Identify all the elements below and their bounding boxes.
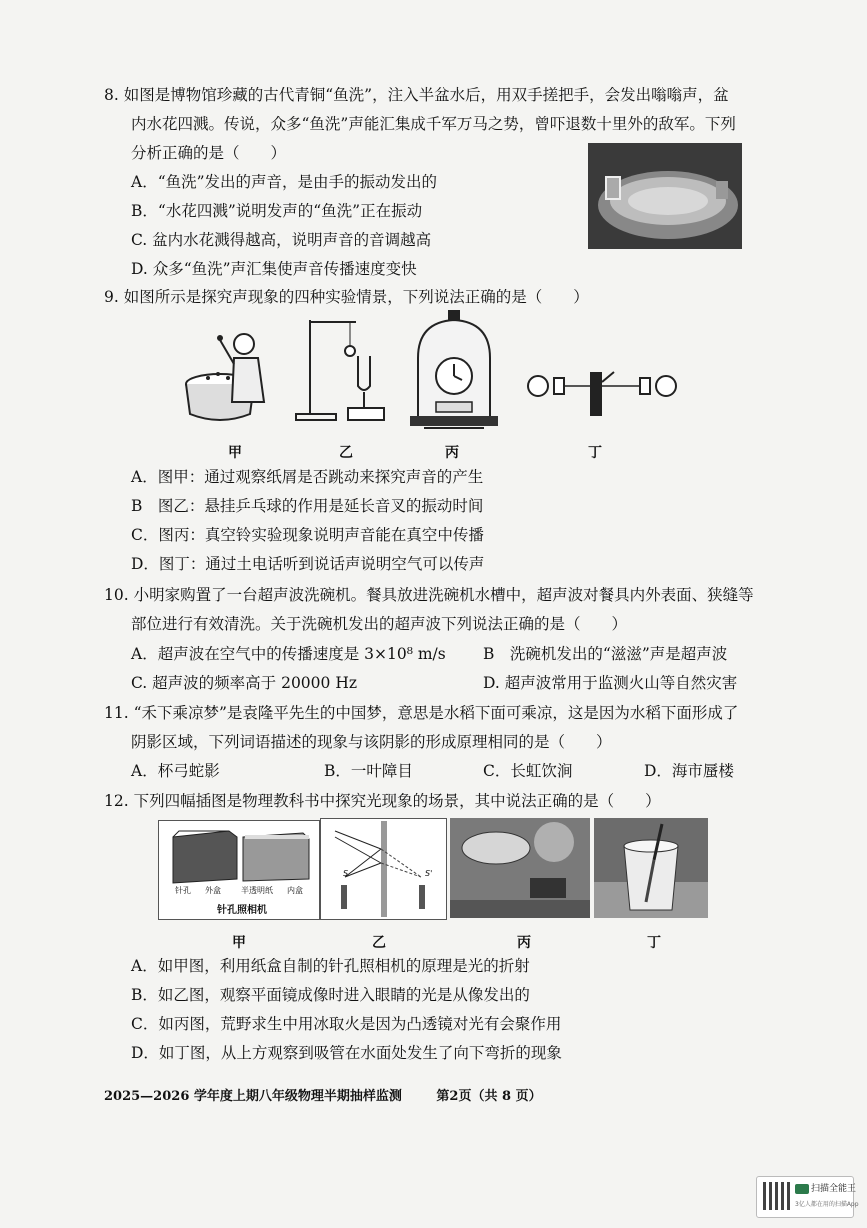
- q10-stem-line-2: 部位进行有效清洗。关于洗碗机发出的超声波下列说法正确的是（ ）: [131, 615, 628, 633]
- q8-option-d: D. 众多“鱼洗”声汇集使声音传播速度变快: [131, 260, 417, 278]
- box-label-inner: 内盒: [287, 886, 303, 895]
- q9-option-b: B 图乙：悬挂乒乓球的作用是延长音叉的振动时间: [131, 497, 484, 515]
- q8-option-b: B．“水花四溅”说明发声的“鱼洗”正在振动: [131, 202, 423, 220]
- vacuum-bell-figure: [404, 306, 504, 436]
- q12-caption-jia: 甲: [232, 935, 246, 951]
- scanner-brand: 扫描全能王: [811, 1184, 857, 1194]
- mirror-label-s: S: [343, 869, 349, 878]
- q12-caption-yi: 乙: [372, 935, 386, 951]
- q8-stem-line-1: 8. 如图是博物馆珍藏的古代青铜“鱼洗”，注入半盆水后，用双手搓把手，会发出嗡嗡声，盆: [104, 86, 729, 104]
- exam-title: 2025—2026 学年度上期八年级物理半期抽样监测: [104, 1089, 402, 1104]
- scanner-logo-icon: [795, 1184, 809, 1194]
- pinhole-camera-drawing: [159, 821, 319, 891]
- q9-caption-jia: 甲: [228, 445, 242, 461]
- q12-caption-ding: 丁: [647, 935, 661, 951]
- drum-experiment-figure: [184, 318, 270, 426]
- ice-lens-photo: [450, 818, 590, 918]
- q8-option-c: C. 盆内水花溅得越高，说明声音的音调越高: [131, 231, 432, 249]
- q11-stem-line-1: 11. “禾下乘凉梦”是袁隆平先生的中国梦，意思是水稻下面可乘凉，这是因为水稻下面形成了: [104, 704, 739, 722]
- string-telephone-figure: [524, 368, 684, 418]
- q8-stem-line-2: 内水花四溅。传说，众多“鱼洗”声能汇集成千军万马之势，曾吓退数十里外的敌军。下列: [131, 115, 736, 133]
- q11-option-b: B．一叶障目: [324, 762, 413, 780]
- page-number: 第2页（共 8 页）: [436, 1089, 542, 1104]
- q12-option-a: A．如甲图，利用纸盒自制的针孔照相机的原理是光的折射: [131, 957, 530, 975]
- q9-stem: 9. 如图所示是探究声现象的四种实验情景，下列说法正确的是（ ）: [104, 288, 589, 306]
- qr-code-icon: [763, 1182, 791, 1210]
- q9-option-d: D．图丁：通过土电话听到说话声说明空气可以传声: [131, 555, 485, 573]
- q12-option-b: B．如乙图，观察平面镜成像时进入眼睛的光是从像发出的: [131, 986, 530, 1004]
- pinhole-camera-title: 针孔照相机: [217, 905, 267, 916]
- q12-option-d: D．如丁图，从上方观察到吸管在水面处发生了向下弯折的现象: [131, 1044, 562, 1062]
- pinhole-camera-figure: [158, 820, 320, 920]
- straw-in-cup-photo: [594, 818, 708, 918]
- tuning-fork-figure: [292, 316, 386, 422]
- q10-option-c: C. 超声波的频率高于 20000 Hz: [131, 674, 358, 692]
- q11-stem-line-2: 阴影区域，下列词语描述的现象与该阴影的形成原理相同的是（ ）: [131, 733, 612, 751]
- q10-option-a: A．超声波在空气中的传播速度是 3×10⁸ m/s: [131, 645, 446, 663]
- page-footer: [104, 1085, 572, 1104]
- q9-caption-yi: 乙: [339, 445, 353, 461]
- q9-caption-bing: 丙: [445, 445, 459, 461]
- scanner-tagline: 3亿人都在用的扫描App: [795, 1201, 859, 1208]
- scanner-watermark: [756, 1176, 859, 1218]
- box-label-outer: 外盒: [205, 886, 221, 895]
- mirror-label-s-prime: S': [425, 869, 433, 878]
- q9-caption-ding: 丁: [588, 445, 602, 461]
- q8-stem-line-3: 分析正确的是（ ）: [131, 144, 287, 162]
- plane-mirror-figure: [320, 818, 447, 920]
- yuxi-basin-photo: [588, 143, 742, 249]
- q11-option-a: A．杯弓蛇影: [131, 762, 220, 780]
- q10-option-d: D. 超声波常用于监测火山等自然灾害: [483, 674, 738, 692]
- q8-option-a: A．“鱼洗”发出的声音，是由手的振动发出的: [131, 173, 438, 191]
- q12-stem: 12. 下列四幅插图是物理教科书中探究光现象的场景，其中说法正确的是（ ）: [104, 792, 661, 810]
- q10-stem-line-1: 10. 小明家购置了一台超声波洗碗机。餐具放进洗碗机水槽中，超声波对餐具内外表面、狭缝等: [104, 586, 754, 604]
- q12-option-c: C．如丙图，荒野求生中用冰取火是因为凸透镜对光有会聚作用: [131, 1015, 562, 1033]
- q9-option-c: C．图丙：真空铃实验现象说明声音能在真空中传播: [131, 526, 484, 544]
- box-label-pinhole: 针孔: [175, 886, 191, 895]
- q10-option-b: B 洗碗机发出的“滋滋”声是超声波: [483, 645, 728, 663]
- q11-option-c: C．长虹饮涧: [483, 762, 573, 780]
- q9-option-a: A．图甲：通过观察纸屑是否跳动来探究声音的产生: [131, 468, 484, 486]
- box-label-paper: 半透明纸: [241, 886, 273, 895]
- q12-caption-bing: 丙: [517, 935, 531, 951]
- q11-option-d: D．海市蜃楼: [644, 762, 734, 780]
